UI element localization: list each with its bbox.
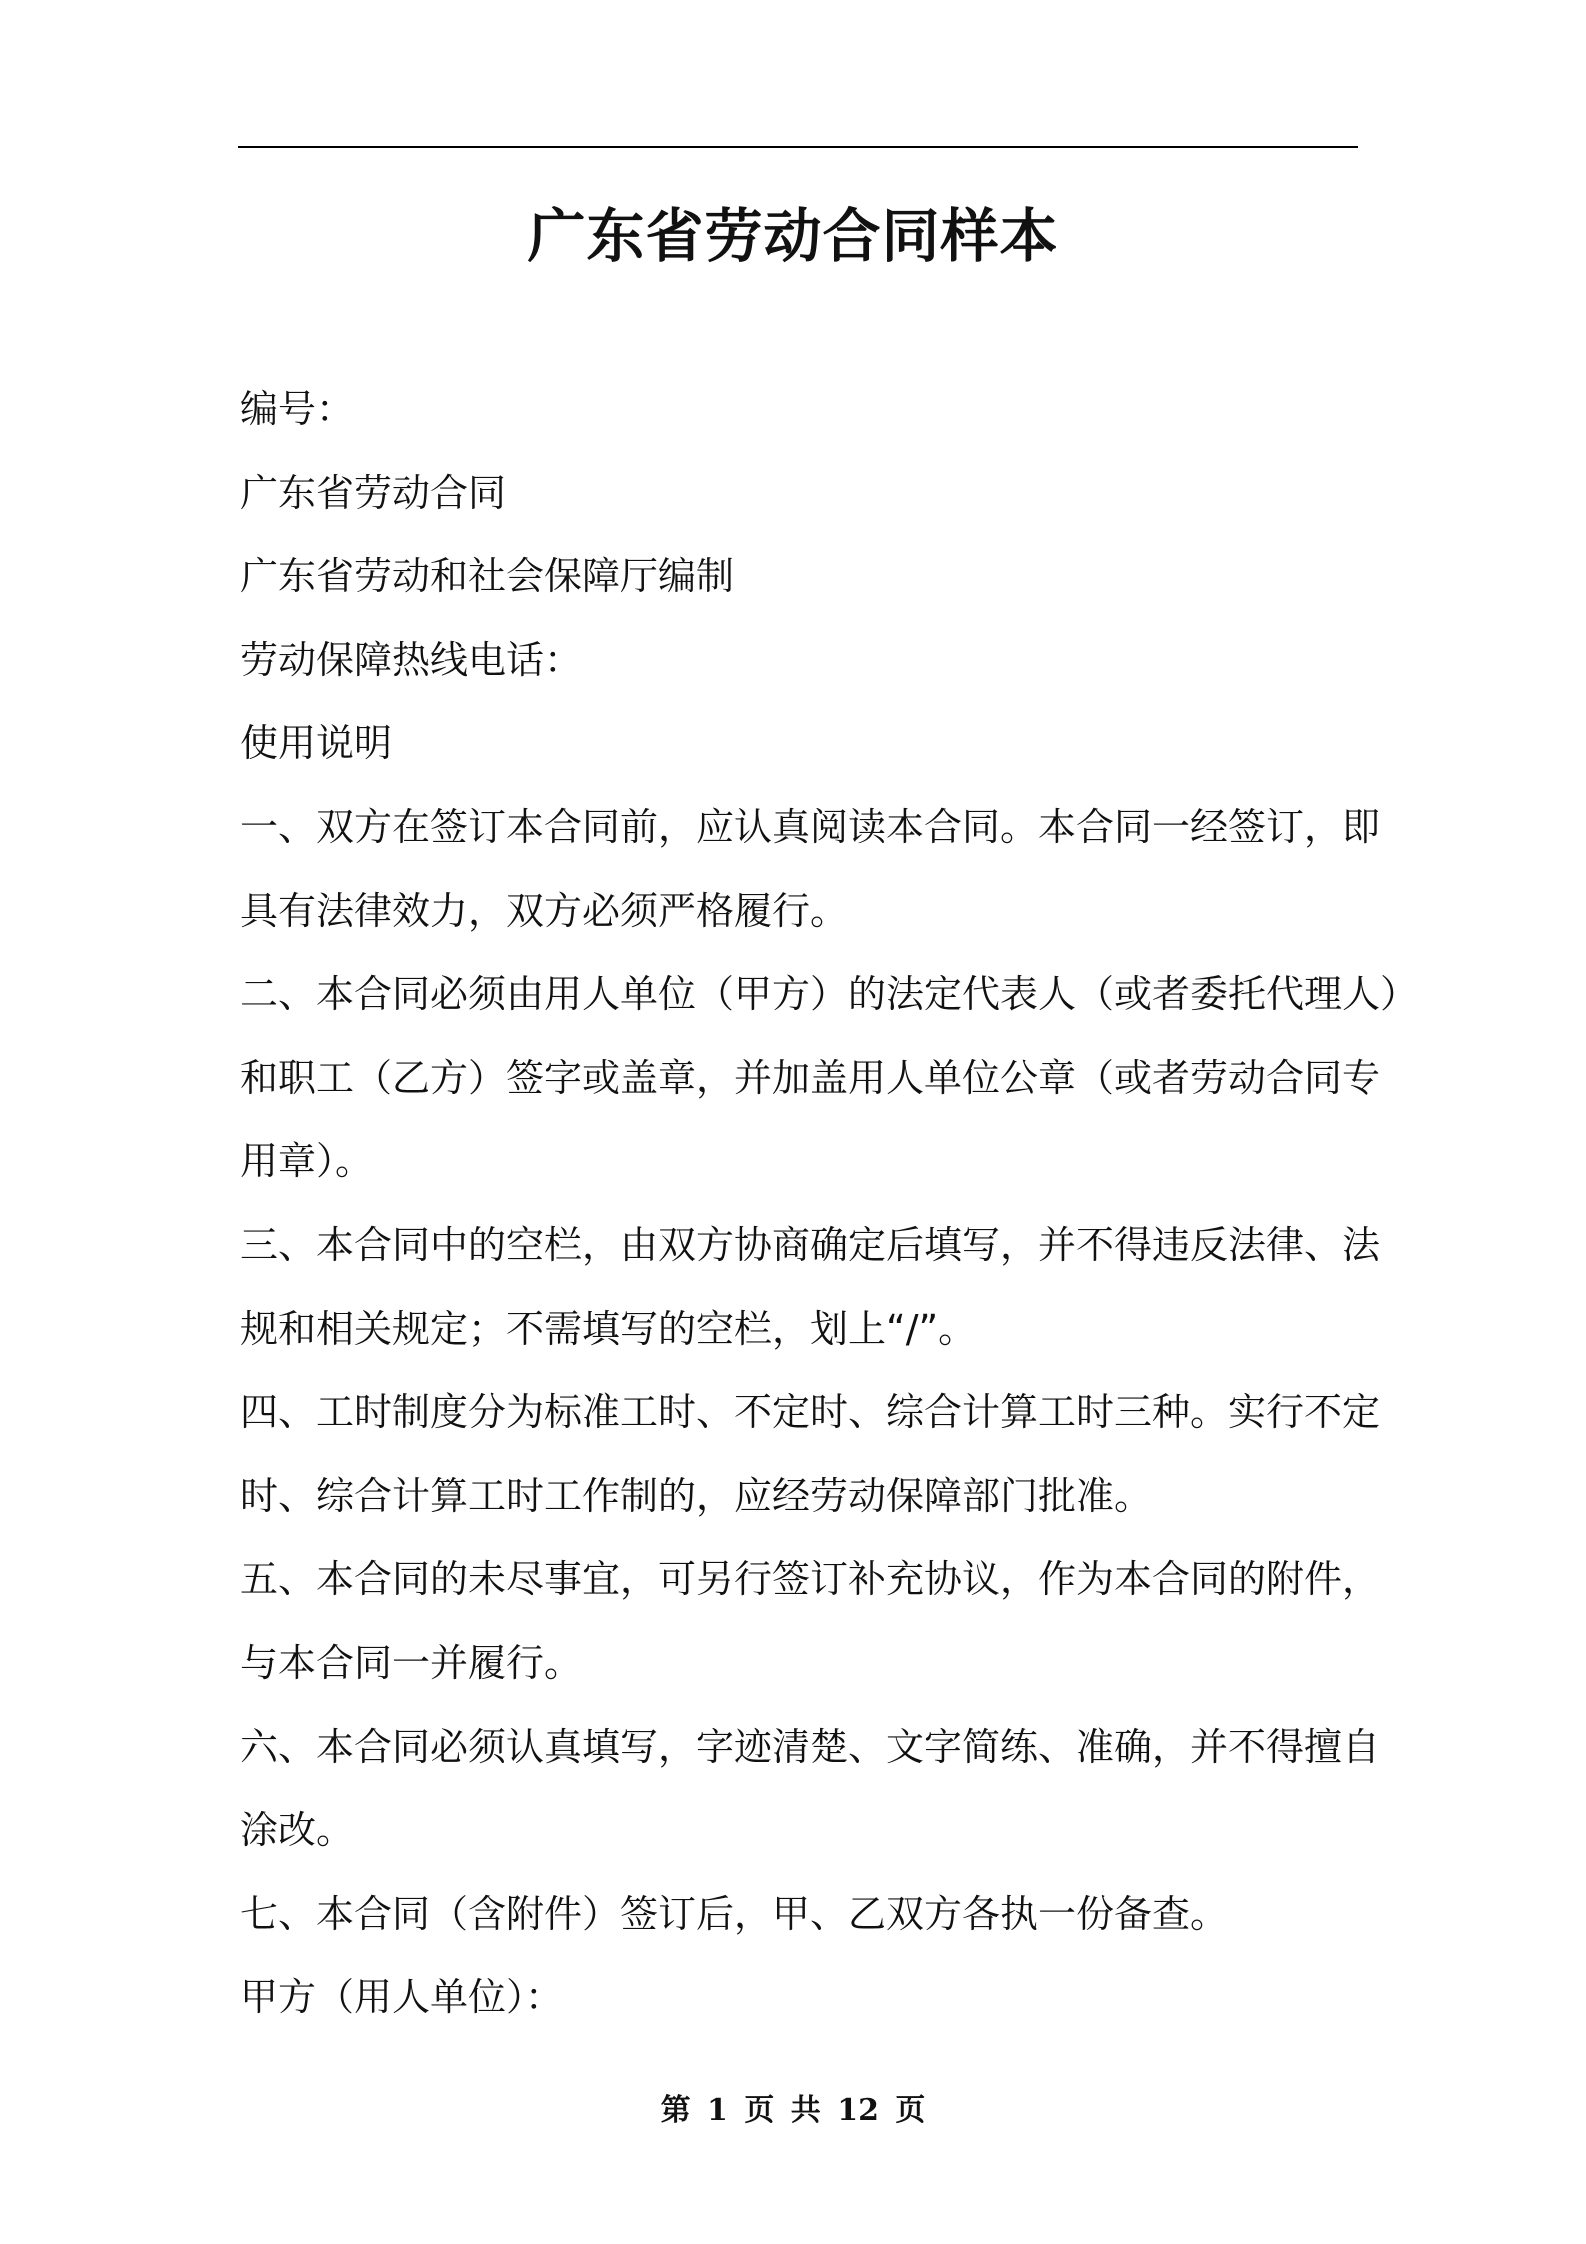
text-line: 用章）。 [240, 1139, 374, 1184]
text-line: 广东省劳动和社会保障厅编制 [240, 554, 735, 599]
text-line: 劳动保障热线电话： [240, 637, 583, 682]
text-line: 广东省劳动合同 [240, 470, 507, 515]
text-line: 和职工（乙方）签字或盖章，并加盖用人单位公章（或者劳动合同专 [240, 1055, 1381, 1100]
text-line: 涂改。 [240, 1808, 355, 1853]
text-line: 一、双方在签订本合同前，应认真阅读本合同。本合同一经签订，即 [240, 804, 1381, 849]
text-line: 与本合同一并履行。 [240, 1640, 583, 1685]
text-line: 规和相关规定；不需填写的空栏，划上“/”。 [240, 1306, 977, 1351]
text-line: 三、本合同中的空栏，由双方协商确定后填写，并不得违反法律、法 [240, 1222, 1381, 1267]
text-line: 时、综合计算工时工作制的，应经劳动保障部门批准。 [240, 1473, 1153, 1518]
header-rule [238, 146, 1358, 148]
text-line: 七、本合同（含附件）签订后，甲、乙双方各执一份备查。 [240, 1891, 1229, 1936]
text-line: 具有法律效力，双方必须严格履行。 [240, 888, 849, 933]
text-line: 六、本合同必须认真填写，字迹清楚、文字简练、准确，并不得擅自 [240, 1724, 1381, 1769]
document-body [240, 368, 1420, 2040]
text-line: 使用说明 [240, 721, 393, 766]
text-line: 甲方（用人单位）： [240, 1975, 564, 2020]
text-line: 四、工时制度分为标准工时、不定时、综合计算工时三种。实行不定 [240, 1390, 1381, 1435]
text-line: 二、本合同必须由用人单位（甲方）的法定代表人（或者委托代理人） [240, 972, 1419, 1017]
document-title: 广东省劳动合同样本 [527, 202, 1059, 270]
text-line: 编号： [240, 387, 355, 431]
page-number-footer: 第 1 页 共 12 页 [660, 2093, 926, 2128]
text-line: 五、本合同的未尽事宜，可另行签订补充协议，作为本合同的附件， [240, 1557, 1381, 1602]
